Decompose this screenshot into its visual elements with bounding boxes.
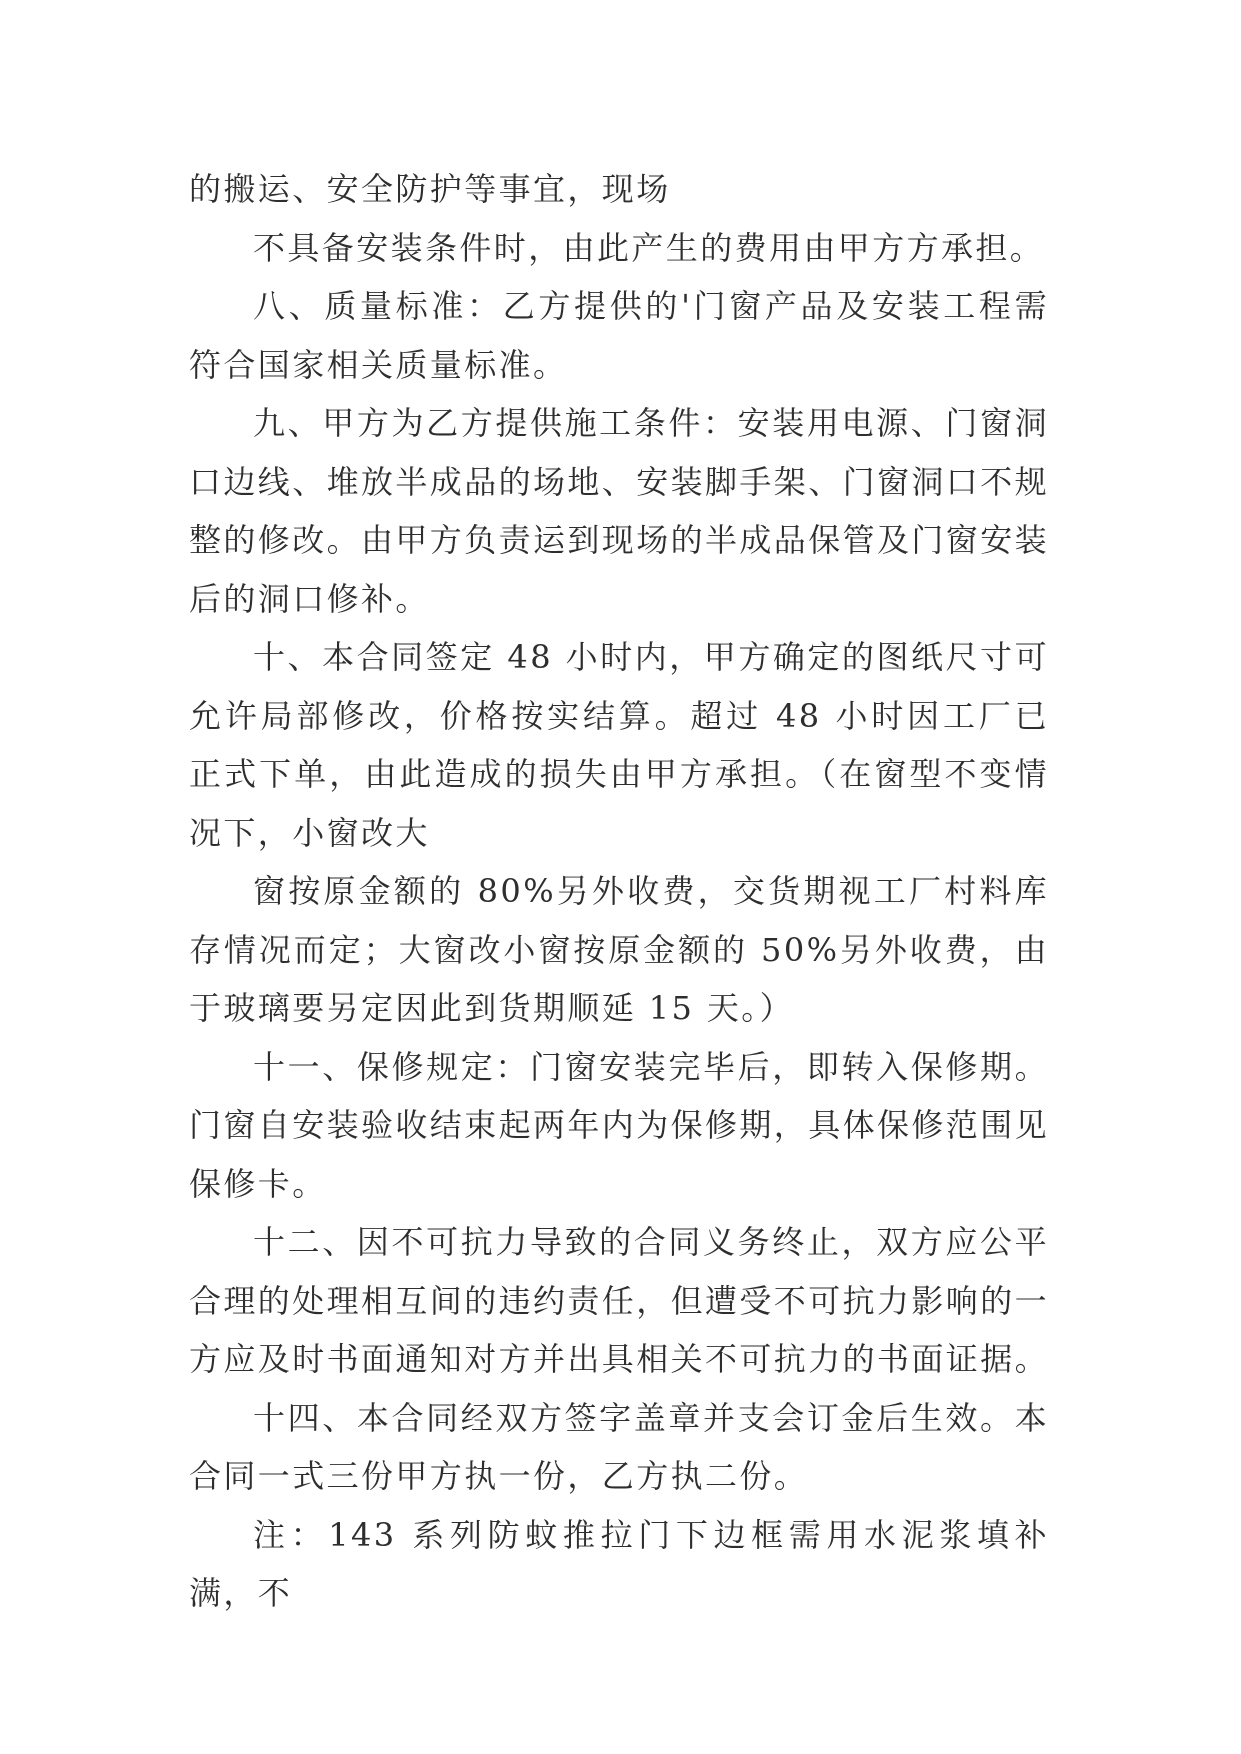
paragraph-window-size-change: 窗按原金额的 80%另外收费，交货期视工厂村料库存情况而定；大窗改小窗按原金额的 50%另外收费，由于玻璃要另定因此到货期顺延 15 天。） [189, 872, 1049, 1027]
paragraph-force-majeure: 十二、因不可抗力导致的合同义务终止，双方应公平合理的处理相互间的违约责任，但遭受不可抗力影响的一方应及时书面通知对方并出具相关不可抗力的书面证据。 [189, 1223, 1050, 1378]
paragraph-warranty: 十一、保修规定：门窗安装完毕后，即转入保修期。门窗自安装验收结束起两年内为保修期，具体保修范围见保修卡。 [189, 1047, 1050, 1203]
document-body [189, 160, 1049, 1623]
paragraph-drawing-modification: 十、本合同签定 48 小时内，甲方确定的图纸尺寸可允许局部修改，价格按实结算。超过 48 小时因工厂已正式下单，由此造成的损失由甲方承担。（在窗型不变情况下，小窗改大 [189, 638, 1049, 852]
paragraph-note: 注：143 系列防蚊推拉门下边框需用水泥浆填补满，不 [189, 1515, 1049, 1612]
paragraph-2: 不具备安装条件时，由此产生的费用由甲方方承担。 [253, 228, 1045, 267]
paragraph-contract-effect: 十四、本合同经双方签字盖章并支会订金后生效。本合同一式三份甲方执一份，乙方执二份。 [189, 1398, 1049, 1495]
paragraph-construction-conditions: 九、甲方为乙方提供施工条件：安装用电源、门窗洞口边线、堆放半成品的场地、安装脚手架、门窗洞口不规整的修改。由甲方负责运到现场的半成品保管及门窗安装后的洞口修补。 [189, 404, 1050, 618]
paragraph-1: 的搬运、安全防护等事宜，现场 [189, 170, 671, 208]
paragraph-quality-standard: 八、质量标准：乙方提供的'门窗产品及安装工程需符合国家相关质量标准。 [189, 287, 1049, 384]
